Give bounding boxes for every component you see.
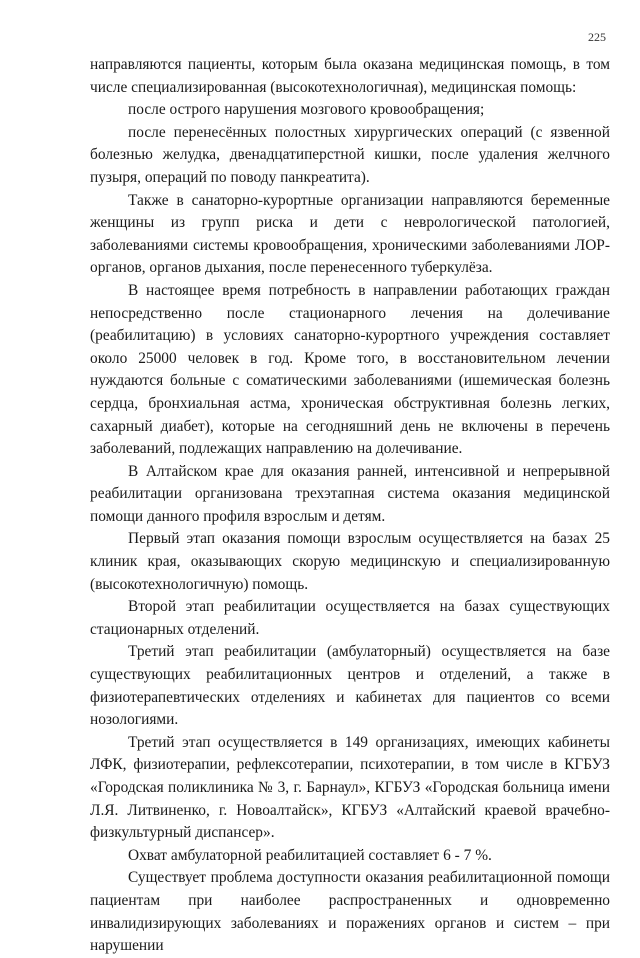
page-number: 225 <box>588 30 606 44</box>
list-item-surgery: после перенесённых полостных хирургических операций (с язвенной болезнью желудка, двенадцатиперстной кишки, после удаления желчного пузыря, операций по поводу панкреатита). <box>90 123 610 186</box>
paragraph-stage-one: Первый этап оказания помощи взрослым осуществляется на базах 25 клиник края, оказывающих скорую медицинскую и специализированную (высокотехнологичную) помощь. <box>90 530 610 593</box>
paragraph-sanatorium: Также в санаторно-курортные организации направляются беременные женщины из групп риска и дети с неврологической патологией, заболеваниями системы кровообращения, хроническими заболеваниями ЛОР-органов, органов дыхания, после перенесенного туберкулёза. <box>90 191 610 277</box>
page-body <box>90 54 610 958</box>
list-item-stroke: после острого нарушения мозгового кровообращения; <box>128 101 485 119</box>
paragraph-coverage: Охват амбулаторной реабилитацией составляет 6 - 7 %. <box>128 846 492 864</box>
paragraph-altai-system: В Алтайском крае для оказания ранней, интенсивной и непрерывной реабилитации организована трехэтапная система оказания медицинской помощи данного профиля взрослым и детям. <box>90 462 610 525</box>
paragraph-stage-three-organizations: Третий этап осуществляется в 149 организациях, имеющих кабинеты ЛФК, физиотерапии, рефлексотерапии, психотерапии, в том числе в КГБУЗ «Городская поликлиника № 3, г. Барнаул», КГБУЗ «Городская больница имени Л.Я. Литвиненко, г. Новоалтайск», КГБУЗ «Алтайский краевой врачебно-физкультурный диспансер». <box>90 733 610 842</box>
paragraph-stage-three: Третий этап реабилитации (амбулаторный) осуществляется на базе существующих реабилитационных центров и отделений, а также в физиотерапевтических отделениях и кабинетах для пациентов со всеми нозологиями. <box>90 643 610 729</box>
paragraph-continuation: направляются пациенты, которым была оказана медицинская помощь, в том числе специализированная (высокотехнологичная), медицинская помощь: <box>90 56 610 96</box>
paragraph-rehab-need: В настоящее время потребность в направлении работающих граждан непосредственно после стационарного лечения на долечивание (реабилитацию) в условиях санаторно-курортного учреждения составляет около 25000 человек в год. Кроме того, в восстановительном лечении нуждаются больные с соматическими заболеваниями (ишемическая болезнь сердца, бронхиальная астма, хроническая обструктивная болезнь легких, сахарный диабет), которые на сегодняшний день не включены в перечень заболеваний, подлежащих направлению на долечивание. <box>90 281 610 458</box>
paragraph-accessibility-problem: Существует проблема доступности оказания реабилитационной помощи пациентам при наиболее распространенных и одновременно инвалидизирующих заболеваниях и поражениях органов и систем – при нарушении <box>90 869 610 955</box>
paragraph-stage-two: Второй этап реабилитации осуществляется на базах существующих стационарных отделений. <box>90 598 610 638</box>
